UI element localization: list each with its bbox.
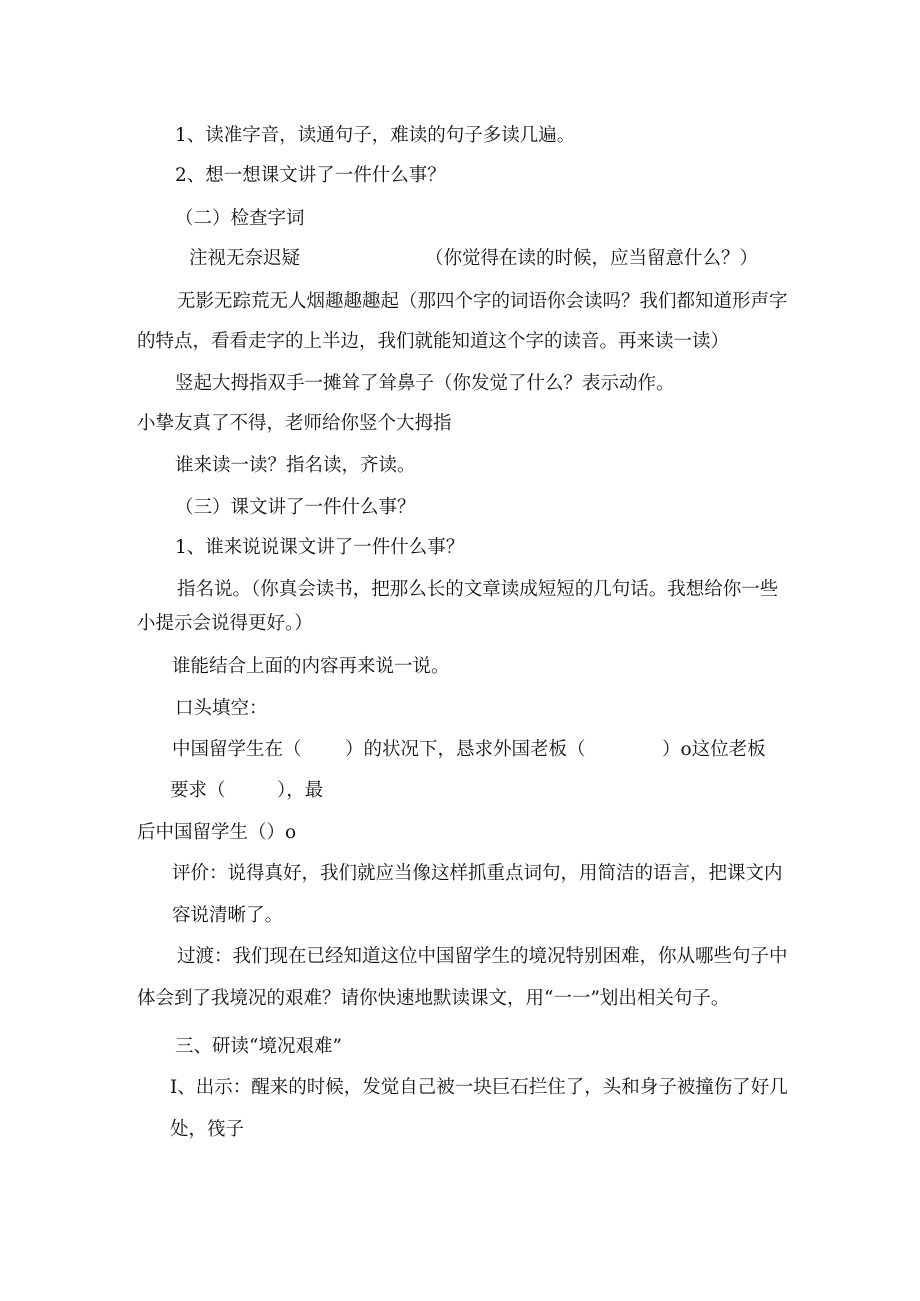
- section-heading: 三、研读“境况艰难”: [175, 1036, 342, 1057]
- text-line: 容说清晰了。: [172, 905, 284, 926]
- text-line: 评价：说得真好，我们就应当像这样抓重点词句，用简洁的语言，把课文内: [172, 863, 783, 884]
- fill-blank-line: ），最: [277, 780, 324, 801]
- text-line: 竖起大拇指双手一摊耸了耸鼻子（你发觉了什么？表示动作。: [175, 373, 675, 394]
- text-line: 小挚友真了不得，老师给你竖个大拇指: [137, 413, 452, 434]
- text-line: 谁来读一读？指名读，齐读。: [175, 455, 416, 476]
- text-line: 处，筏子: [170, 1119, 245, 1140]
- text-line: I、出示：醒来的时候，发觉自己被一块巨石拦住了，头和身子被撞伤了好几: [170, 1077, 788, 1098]
- fill-blank-line: 后中国留学生（）o: [137, 822, 297, 843]
- text-line: 谁能结合上面的内容再来说一说。: [172, 656, 450, 677]
- text-line: 过渡：我们现在已经知道这位中国留学生的境况特别困难，你从哪些句子中: [177, 946, 788, 967]
- text-line: 指名说。（你真会读书，把那么长的文章读成短短的几句话。我想给你一些: [177, 579, 779, 600]
- text-line: 小提示会说得更好。）: [137, 613, 313, 634]
- fill-blank-line: 要求（: [170, 780, 226, 801]
- fill-blank-line: 中国留学生在（: [172, 739, 302, 760]
- text-line: （你觉得在读的时候，应当留意什么？）: [425, 248, 759, 269]
- text-line: 的特点，看看走字的上半边，我们就能知道这个字的读音。再来读一读）: [137, 331, 730, 352]
- fill-blank-line: ）的状况下，恳求外国老板（: [345, 739, 586, 760]
- text-line: 体会到了我境况的艰难？请你快速地默读课文，用“一一”划出相关句子。: [137, 988, 730, 1009]
- section-heading: （三）课文讲了一件什么事？: [175, 497, 416, 518]
- text-line: 无影无踪荒无人烟趣趣趣起（那四个字的词语你会读吗？我们都知道形声字: [177, 291, 788, 312]
- section-heading: （二）检查字词: [175, 208, 305, 229]
- text-line: 1、读准字音，读通句子，难读的句子多读几遍。: [175, 125, 576, 146]
- text-line: 注视无奈迟疑: [189, 248, 301, 269]
- fill-blank-line: ）o这位老板: [662, 739, 766, 760]
- text-line: 2、想一想课文讲了一件什么事？: [175, 165, 446, 186]
- text-line: 口头填空：: [175, 698, 268, 719]
- text-line: 1、谁来说说课文讲了一件什么事？: [175, 537, 465, 558]
